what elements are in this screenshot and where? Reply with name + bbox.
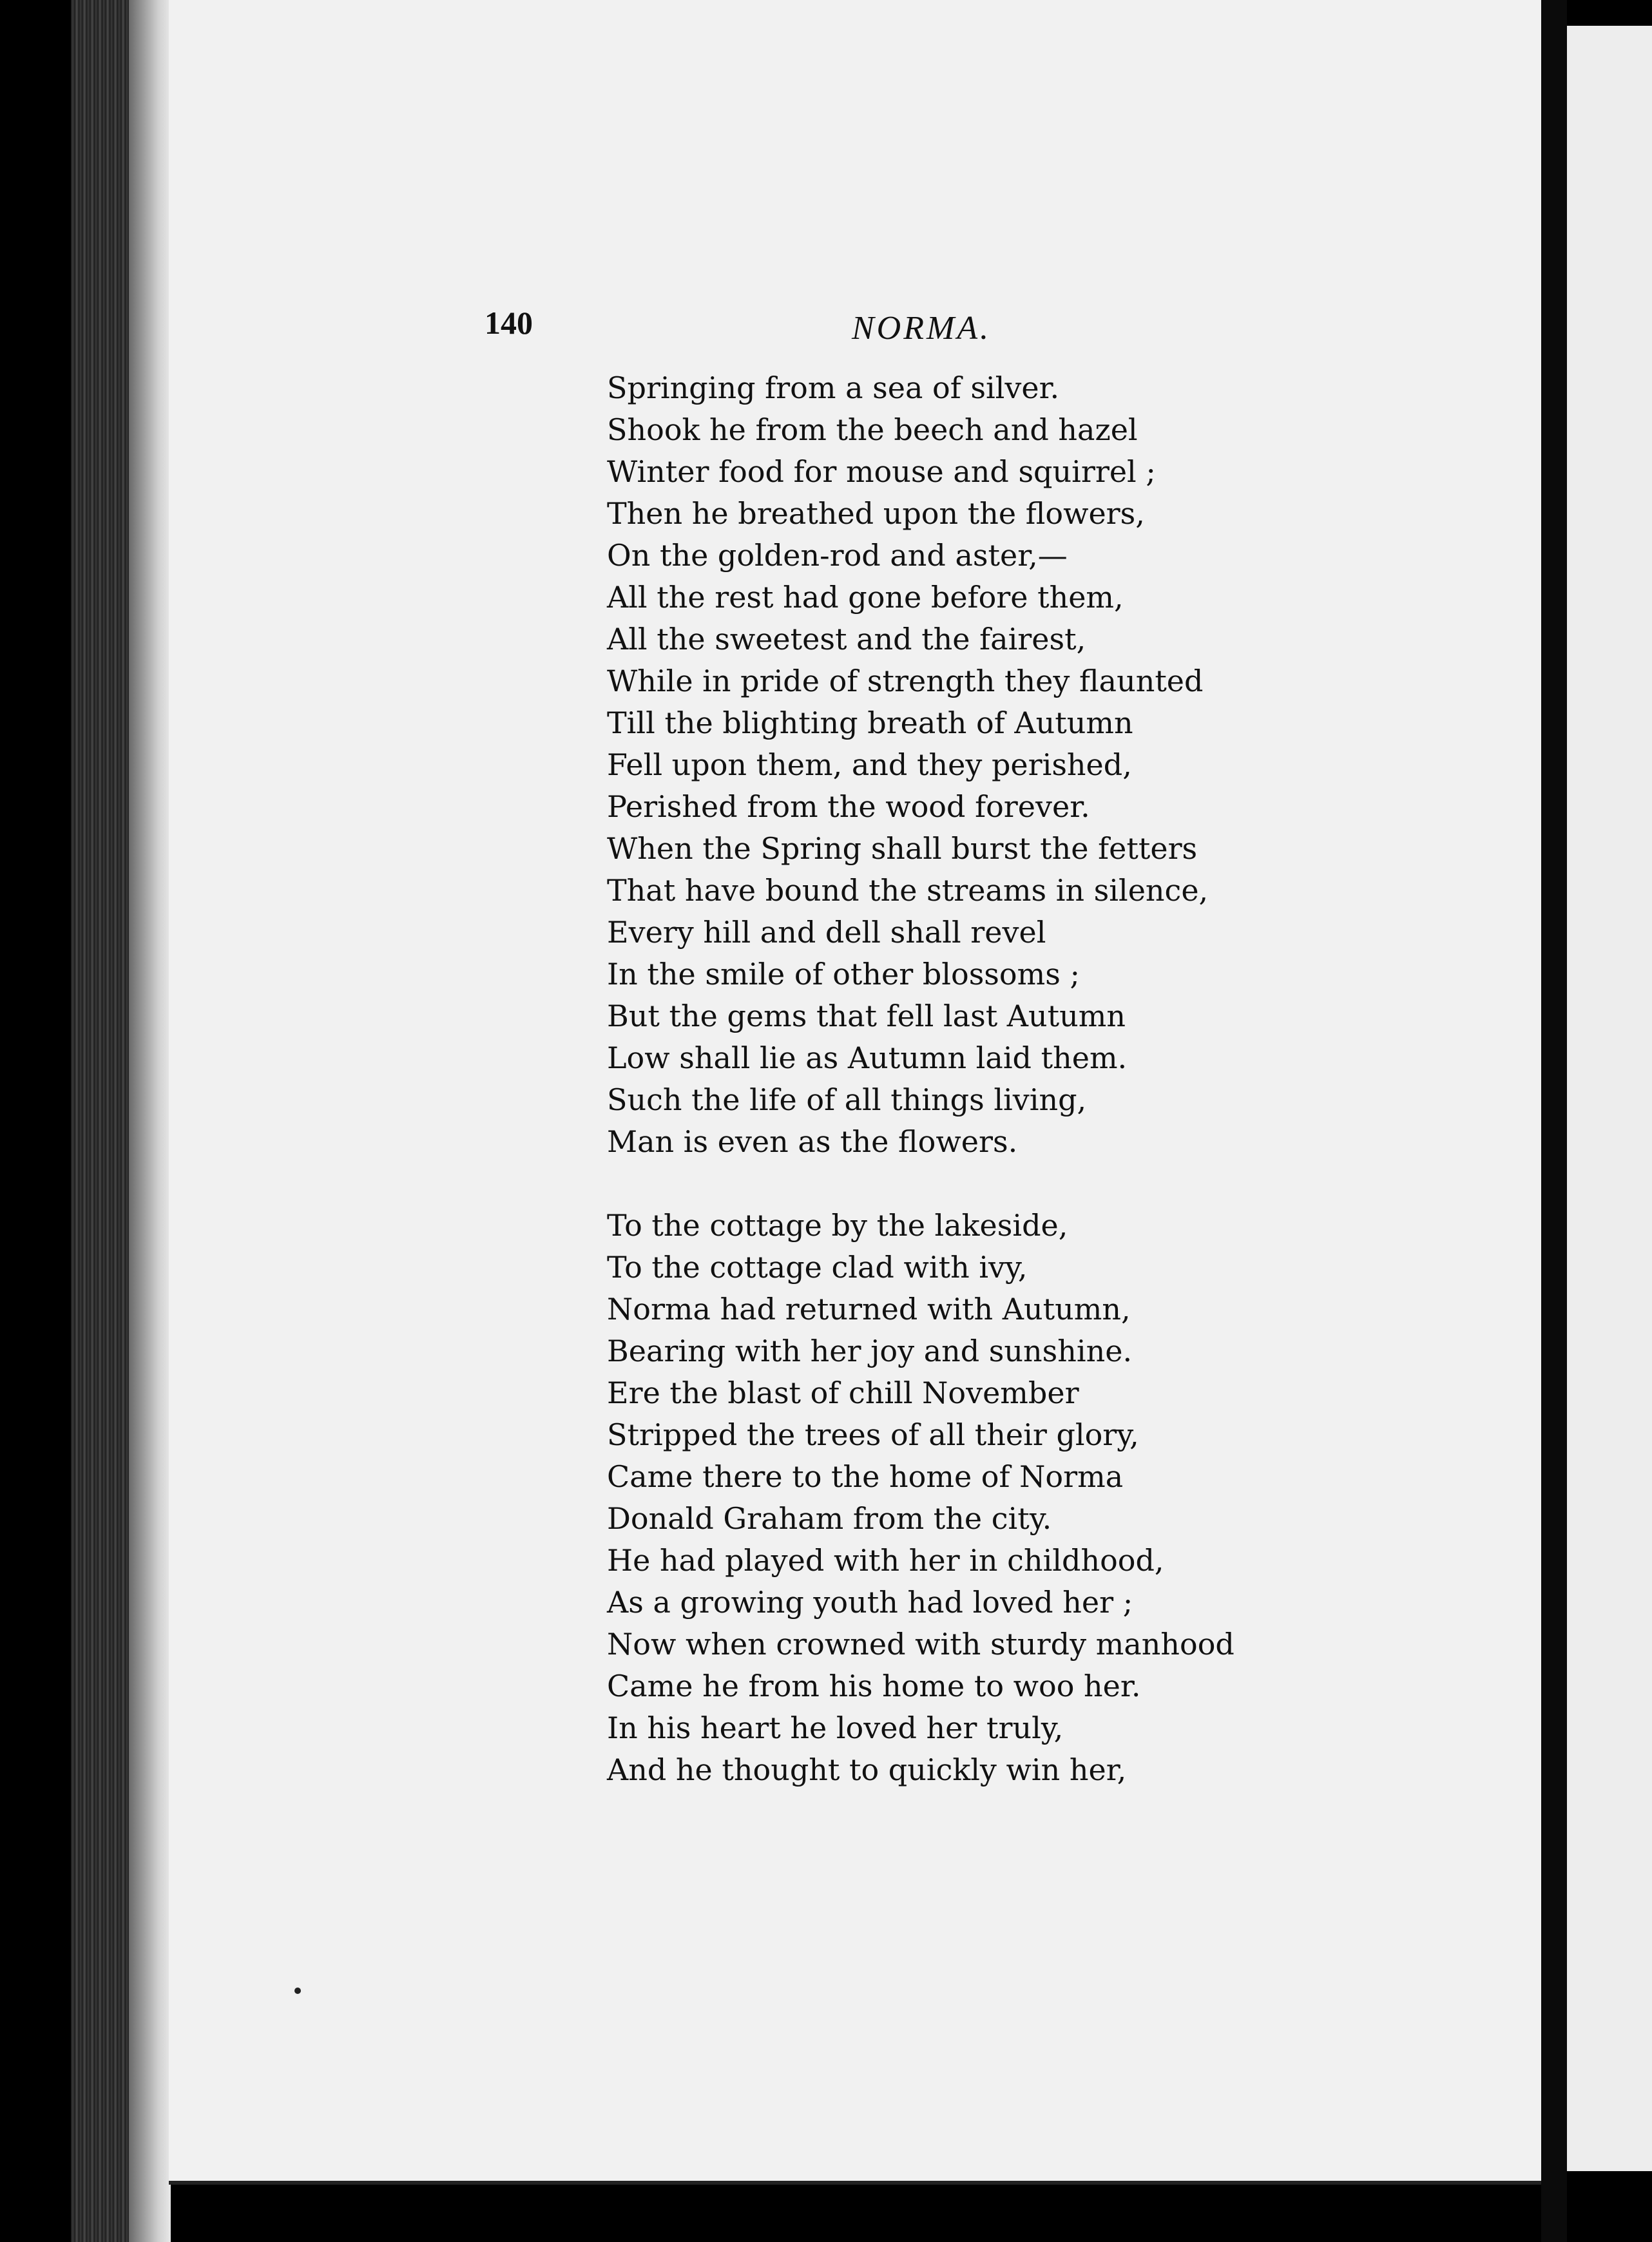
stanza (607, 367, 1509, 1163)
poem-line: To the cottage clad with ivy, (607, 1250, 1028, 1285)
poem-line: Came there to the home of Norma (607, 1459, 1124, 1494)
poem-line: While in pride of strength they flaunted (607, 664, 1204, 698)
poem-line: Shook he from the beech and hazel (607, 412, 1138, 447)
poem-line: Norma had returned with Autumn, (607, 1292, 1131, 1327)
poem-line: That have bound the streams in silence, (607, 873, 1209, 908)
poem-line: To the cottage by the lakeside, (607, 1208, 1068, 1243)
stanza (607, 1205, 1509, 1791)
poem-text (607, 367, 1509, 1791)
facing-page-edge (1567, 26, 1652, 2171)
poem-line: As a growing youth had loved her ; (607, 1585, 1133, 1620)
poem-line: Then he breathed upon the flowers, (607, 496, 1145, 531)
poem-line: When the Spring shall burst the fetters (607, 831, 1198, 866)
poem-line: And he thought to quickly win her, (607, 1752, 1127, 1787)
poem-line: All the sweetest and the fairest, (607, 622, 1086, 656)
page-number: 140 (485, 305, 533, 341)
poem-line: Such the life of all things living, (607, 1082, 1087, 1117)
poem-line: Every hill and dell shall revel (607, 915, 1046, 950)
poem-line: Low shall lie as Autumn laid them. (607, 1040, 1128, 1075)
poem-line: Came he from his home to woo her. (607, 1669, 1141, 1703)
poem-line: In his heart he loved her truly, (607, 1710, 1064, 1745)
poem-line: Donald Graham from the city. (607, 1501, 1052, 1536)
poem-line: On the golden-rod and aster,— (607, 538, 1068, 573)
poem-line: Bearing with her joy and sunshine. (607, 1334, 1133, 1368)
poem-line: Springing from a sea of silver. (607, 370, 1060, 405)
running-title: NORMA. (852, 310, 992, 347)
poem-line: Man is even as the flowers. (607, 1124, 1018, 1159)
page-header (169, 296, 1541, 361)
poem-line: He had played with her in childhood, (607, 1543, 1164, 1578)
poem-line: Stripped the trees of all their glory, (607, 1417, 1139, 1452)
poem-line: Perished from the wood forever. (607, 789, 1090, 824)
book-edge-highlight (129, 0, 171, 2242)
poem-line: Till the blighting breath of Autumn (607, 705, 1133, 740)
poem-line: Fell upon them, and they perished, (607, 747, 1132, 782)
poem-line: Ere the blast of chill November (607, 1375, 1079, 1410)
ink-speck (294, 1988, 301, 1994)
poem-line: Now when crowned with sturdy manhood (607, 1627, 1234, 1662)
stanza-break (607, 1163, 1509, 1205)
poem-line: Winter food for mouse and squirrel ; (607, 454, 1156, 489)
poem-line: All the rest had gone before them, (607, 580, 1124, 615)
book-gutter (1541, 0, 1567, 2242)
book-page (169, 0, 1541, 2185)
poem-line: But the gems that fell last Autumn (607, 999, 1126, 1033)
poem-line: In the smile of other blossoms ; (607, 957, 1080, 992)
